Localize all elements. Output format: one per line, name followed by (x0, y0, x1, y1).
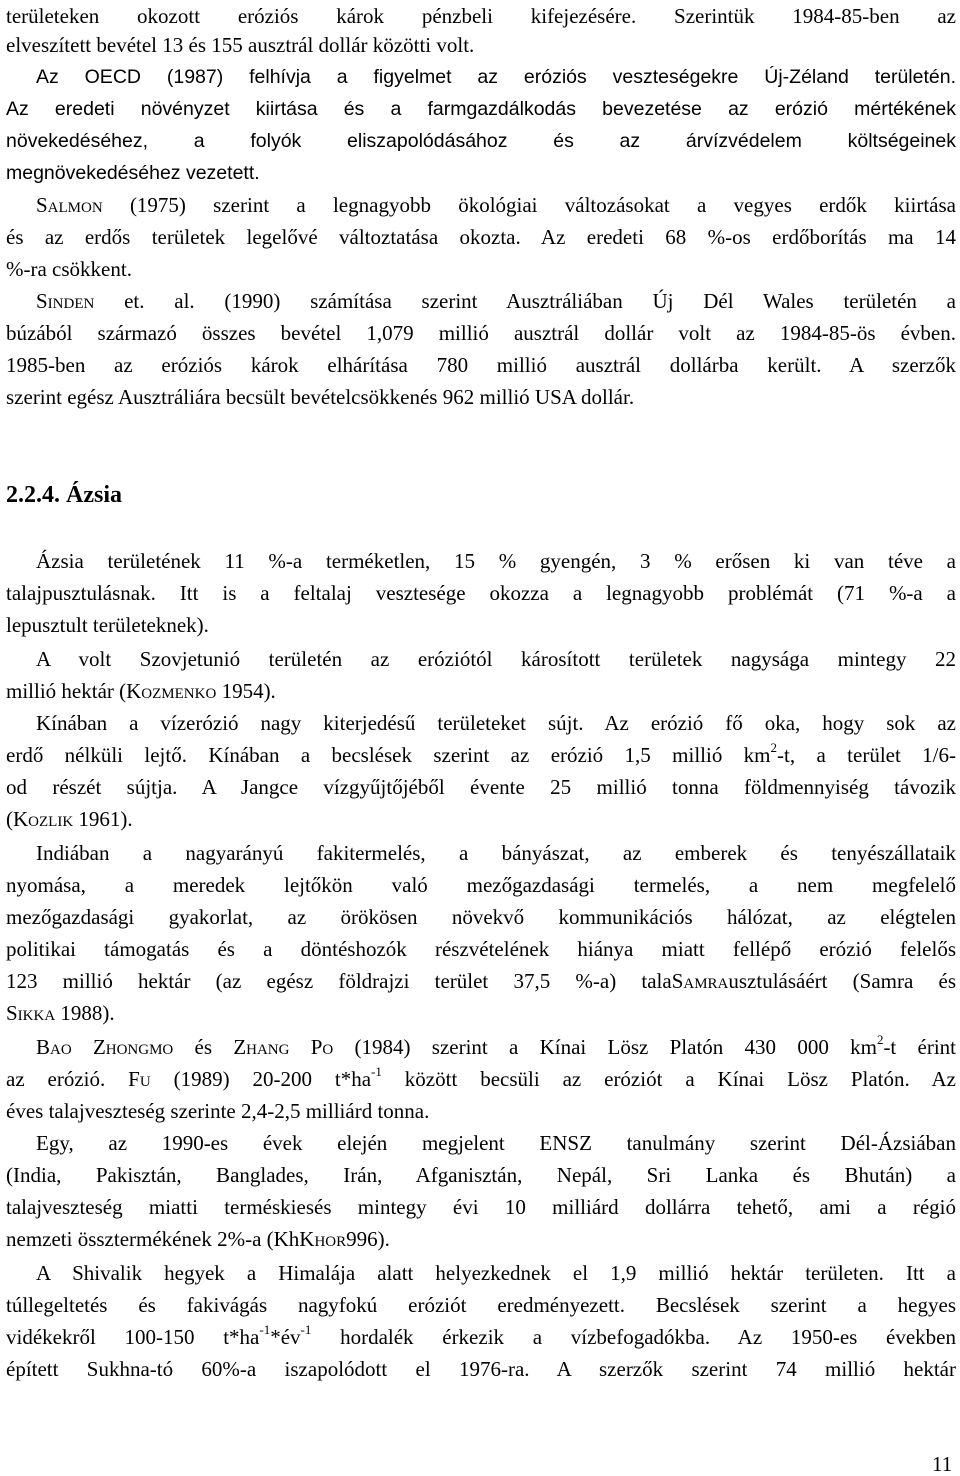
text-line: Kínában a vízerózió nagy kiterjedésű területeket sújt. Az erózió fő oka, hogy sok az (36, 711, 956, 735)
line-part: erdő nélküli lejtő. Kínában a becslések szerint az erózió 1,5 millió km (6, 743, 771, 767)
line-part: usztulásáért (Samra és (728, 969, 956, 993)
text-line: épített Sukhna-tó 60%-a iszapolódott el 1976-ra. A szerzők szerint 74 millió hektár (6, 1357, 956, 1381)
text-line: éves talajveszteség szerinte 2,4-2,5 milliárd tonna. (6, 1099, 430, 1123)
text-line (6, 739, 956, 771)
line-rest: et. al. (1990) számítása szerint Ausztráliában Új Dél Wales területén a (94, 289, 956, 313)
line-rest: (1975) szerint a legnagyobb ökológiai változásokat a vegyes erdők kiirtása (102, 193, 956, 217)
line-part: 1961). (73, 807, 133, 831)
text-line: növekedéséhez, a folyók eliszapolódásához és az árvízvédelem költségeinek (6, 130, 956, 152)
text-line (6, 1223, 956, 1255)
line-part: vidékekről 100-150 t*ha (6, 1325, 260, 1349)
author-name: Fu (128, 1067, 151, 1091)
text-line: búzából származó összes bevétel 1,079 millió ausztrál dollár volt az 1984-85-ös évben. (6, 321, 956, 345)
author-name: Khor (299, 1227, 347, 1251)
text-line: A Shivalik hegyek a Himalája alatt helyezkednek el 1,9 millió hektár területen. Itt a (36, 1261, 956, 1285)
author-name: Bao Zhongmo (36, 1035, 174, 1059)
line-part: 1988). (55, 1001, 115, 1025)
text-line: talajpusztulásnak. Itt is a feltalaj vesztesége okozza a legnagyobb problémát (71 %-a a (6, 581, 956, 605)
line-part: hordalék érkezik a vízbefogadókba. Az 1950-es években (311, 1325, 957, 1349)
text-line (36, 285, 956, 317)
author-name: Salmon (36, 193, 103, 217)
text-line: területeken okozott eróziós károk pénzbeli kifejezésére. Szerintük 1984-85-ben az (6, 4, 956, 28)
text-line: lepusztult területeknek). (6, 613, 209, 637)
line-part: millió hektár ( (6, 679, 127, 703)
text-line: politikai támogatás és a döntéshozók részvételének hiánya miatt fellépő erózió felelős (6, 937, 956, 961)
text-line: túllegeltetés és fakivágás nagyfokú eróziót eredményezett. Becslések szerint a hegyes (6, 1293, 956, 1317)
section-number: 2.2.4. (6, 482, 60, 508)
text-line: elveszített bevétel 13 és 155 ausztrál dollár közötti volt. (6, 33, 475, 57)
superscript: -1 (259, 1322, 271, 1337)
superscript: -1 (371, 1064, 382, 1079)
author-name: Sinden (36, 289, 95, 313)
text-line (6, 675, 956, 707)
text-line: megnövekedéséhez vezetett. (6, 162, 260, 184)
text-line: és az erdős területek legelővé változtatása okozta. Az eredeti 68 %-os erdőborítás ma 14 (6, 225, 956, 249)
text-line: od részét sújtja. A Jangce vízgyűjtőjéből évente 25 millió tonna földmennyiség távozik (6, 775, 956, 799)
text-line: szerint egész Ausztráliára becsült bevételcsökkenés 962 millió USA dollár. (6, 385, 635, 409)
text-line (36, 189, 956, 221)
section-title: Ázsia (66, 482, 122, 508)
line-part: az erózió. (6, 1067, 129, 1091)
text-line: %-ra csökkent. (6, 257, 132, 281)
text-line (6, 1063, 956, 1095)
line-part: (1989) 20-200 t*ha (150, 1067, 372, 1091)
text-line (36, 1031, 956, 1063)
line-part: *év (270, 1325, 301, 1349)
line-part: 996). (346, 1227, 390, 1251)
section-heading (6, 478, 122, 512)
superscript: -1 (300, 1322, 312, 1337)
line-part: (1984) szerint a Kínai Lösz Platón 430 000 km (333, 1035, 877, 1059)
line-part: -t, a terület 1/6- (777, 743, 956, 767)
line-part: között becsüli az eróziót a Kínai Lösz Platón. Az (381, 1067, 956, 1091)
text-line: Ázsia területének 11 %-a terméketlen, 15 % gyengén, 3 % erősen ki van téve a (36, 549, 956, 573)
superscript: 2 (770, 740, 778, 755)
text-line: A volt Szovjetunió területén az eróziótól károsított területek nagysága mintegy 22 (36, 647, 956, 671)
text-line: talajveszteség miatti terméskiesés mintegy évi 10 milliárd dollárra tehető, ami a régió (6, 1195, 956, 1219)
line-part: 123 millió hektár (az egész földrajzi terület 37,5 %-a) tala (6, 969, 672, 993)
text-line: Az eredeti növényzet kiirtása és a farmgazdálkodás bevezetése az erózió mértékének (6, 98, 956, 120)
text-line: 1985-ben az eróziós károk elhárítása 780 millió ausztrál dollárba került. A szerzők (6, 353, 956, 377)
line-part: és (173, 1035, 234, 1059)
text-line: Egy, az 1990-es évek elején megjelent ENSZ tanulmány szerint Dél-Ázsiában (36, 1131, 956, 1155)
author-name: Samra (671, 969, 729, 993)
text-line: mezőgazdasági gyakorlat, az örökösen növekvő kommunikációs hálózat, az elégtelen (6, 905, 956, 929)
line-part: 1954). (216, 679, 276, 703)
line-part: -t érint (883, 1035, 957, 1059)
page-number: 11 (932, 1452, 953, 1476)
line-part: ( (6, 807, 13, 831)
author-name: Kozmenko (126, 679, 217, 703)
text-line (6, 803, 956, 835)
text-line: Az OECD (1987) felhívja a figyelmet az eróziós veszteségekre Új-Zéland területén. (36, 66, 956, 88)
author-name: Zhang Po (233, 1035, 334, 1059)
superscript: 2 (876, 1032, 884, 1047)
text-line: (India, Pakisztán, Banglades, Irán, Afganisztán, Nepál, Sri Lanka és Bhután) a (6, 1163, 956, 1187)
line-part: nemzeti össztermékének 2%-a (Kh (6, 1227, 300, 1251)
author-name: Kozlik (13, 807, 74, 831)
text-line (6, 997, 956, 1029)
text-line (6, 1321, 956, 1353)
author-name: Sikka (6, 1001, 56, 1025)
text-line: nyomása, a meredek lejtőkön való mezőgazdasági termelés, a nem megfelelő (6, 873, 956, 897)
text-line: Indiában a nagyarányú fakitermelés, a bányászat, az emberek és tenyészállataik (36, 841, 956, 865)
text-line (6, 965, 956, 997)
